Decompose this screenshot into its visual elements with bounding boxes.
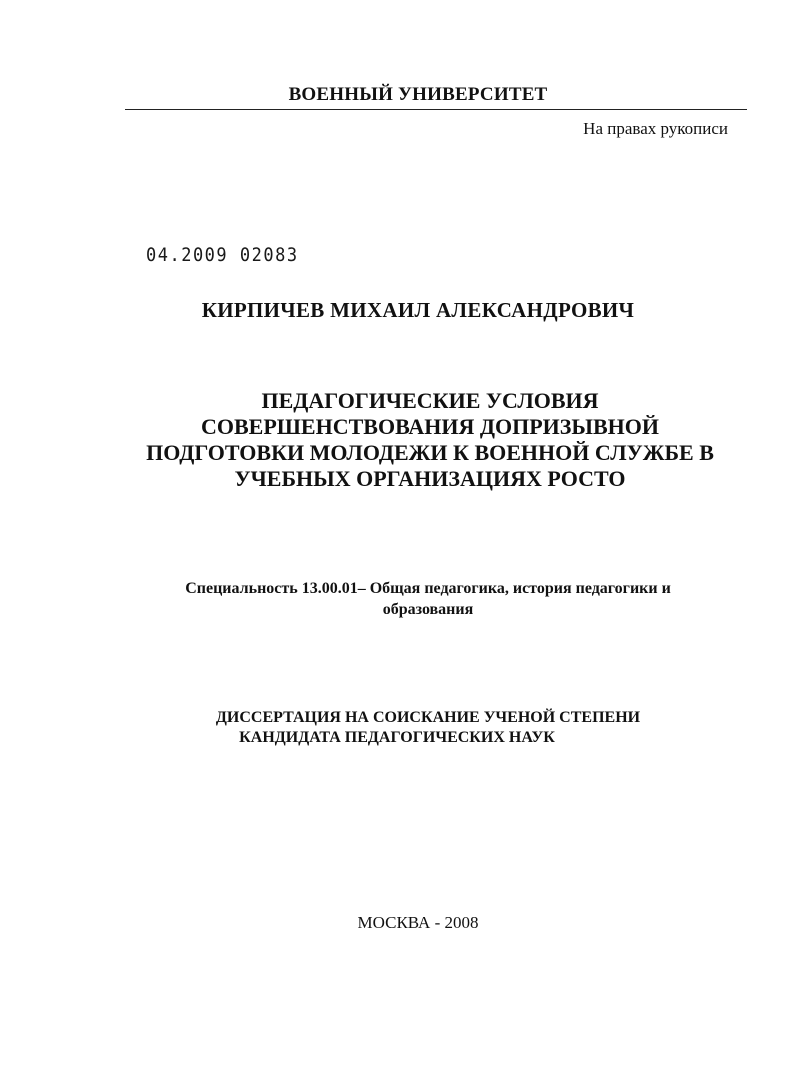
title-line: ПОДГОТОВКИ МОЛОДЕЖИ К ВОЕННОЙ СЛУЖБЕ В: [146, 440, 714, 465]
title-line: УЧЕБНЫХ ОРГАНИЗАЦИЯХ РОСТО: [234, 466, 626, 491]
author-name: КИРПИЧЕВ МИХАИЛ АЛЕКСАНДРОВИЧ: [201, 298, 635, 322]
specialty-line: Специальность 13.00.01– Общая педагогика, история педагогики и: [185, 580, 671, 597]
institution-name: ВОЕННЫЙ УНИВЕРСИТЕТ: [288, 84, 548, 105]
library-stamp-code: 04.2009 02083: [146, 244, 299, 267]
degree-line: ДИССЕРТАЦИЯ НА СОИСКАНИЕ УЧЕНОЙ СТЕПЕНИ: [215, 709, 641, 726]
city-year: МОСКВА - 2008: [357, 913, 479, 932]
title-line: СОВЕРШЕНСТВОВАНИЯ ДОПРИЗЫВНОЙ: [200, 414, 659, 439]
dissertation-title: [0, 388, 792, 492]
title-line: ПЕДАГОГИЧЕСКИЕ УСЛОВИЯ: [261, 388, 599, 413]
specialty-line: образования: [382, 601, 474, 618]
degree-line: КАНДИДАТА ПЕДАГОГИЧЕСКИХ НАУК: [239, 729, 555, 746]
manuscript-note: На правах рукописи: [583, 119, 728, 138]
specialty-block: [0, 578, 792, 620]
header-rule: [125, 109, 747, 110]
degree-block: [0, 708, 792, 748]
